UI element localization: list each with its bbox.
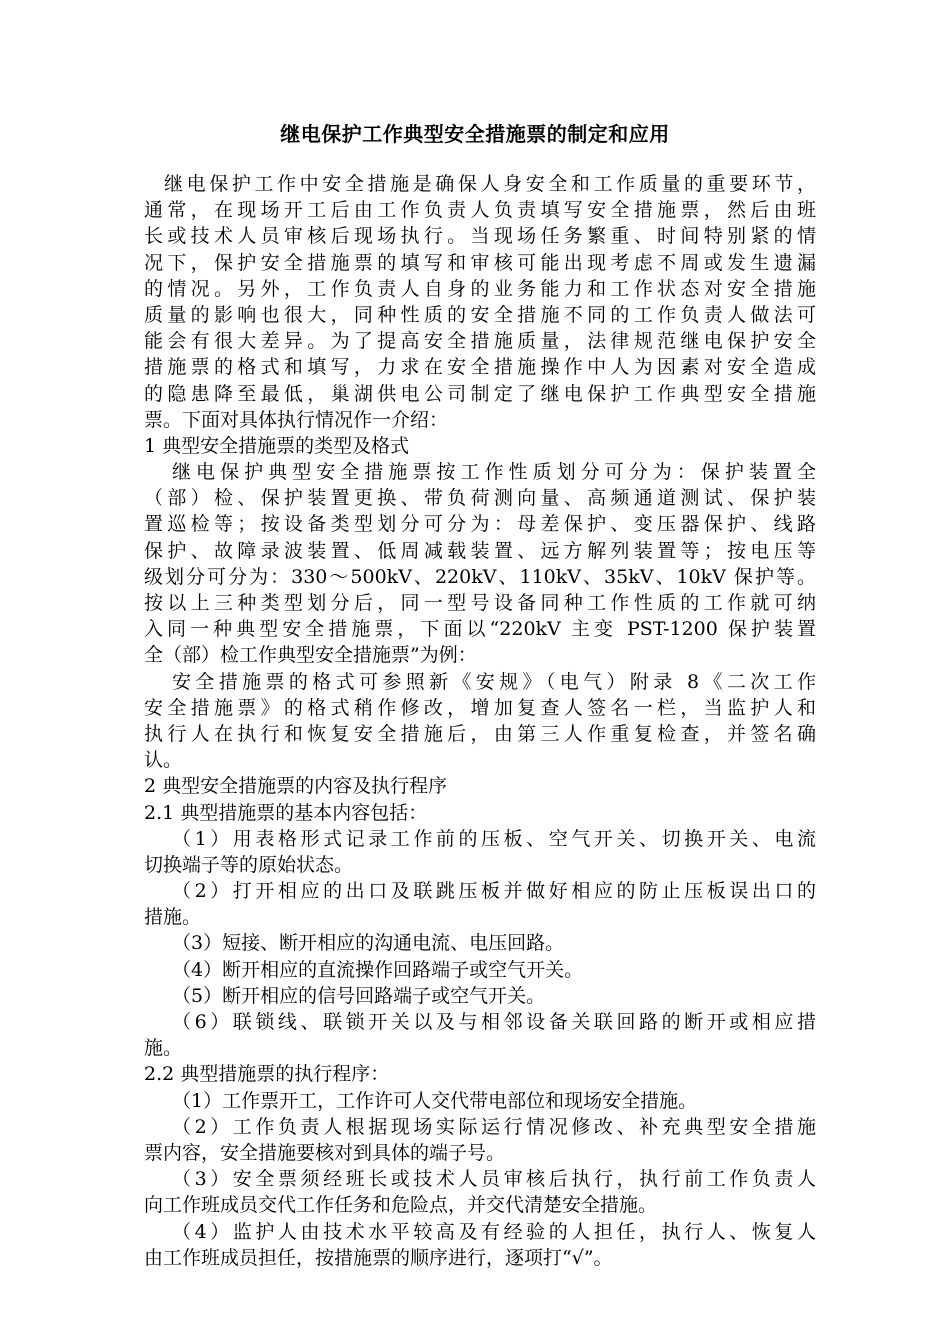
body-line: 切换端子等的原始状态。 — [144, 853, 354, 876]
body-line: （1）工作票开工，工作许可人交代带电部位和现场安全措施。 — [172, 1089, 698, 1112]
body-line: （6）联锁线、联锁开关以及与相邻设备关联回路的断开或相应措 — [172, 1011, 816, 1033]
body-line: 保护、故障录波装置、低周减载装置、远方解列装置等；按电压等 — [144, 539, 816, 562]
body-line: 安全措施票》的格式稍作修改，增加复查人签名一栏，当监护人和 — [144, 696, 816, 719]
body-line: （2）打开相应的出口及联跳压板并做好相应的防止压板误出口的 — [172, 880, 816, 903]
body-line: 票。下面对具体执行情况作一介绍： — [144, 408, 449, 431]
body-line: 施。 — [144, 1037, 183, 1060]
body-line: 能会有很大差异。为了提高安全措施质量，法律规范继电保护安全 — [144, 330, 816, 353]
body-line: 措施票的格式和填写，力求在安全措施操作中人为因素对安全造成 — [144, 356, 816, 379]
body-line: 况下，保护安全措施票的填写和审核可能出现考虑不周或发生遗漏 — [144, 251, 816, 274]
body-line: （4）监护人由技术水平较高及有经验的人担任，执行人、恢复人 — [172, 1220, 816, 1243]
body-line: 级划分可分为：330～500kV、220kV、110kV、35kV、10kV 保护等。 — [144, 565, 816, 588]
body-line: （部）检、保护装置更换、带负荷测向量、高频通道测试、保护装 — [144, 487, 816, 510]
body-line: 2.2 典型措施票的执行程序： — [144, 1063, 390, 1086]
body-line: 按以上三种类型划分后，同一型号设备同种工作性质的工作就可纳 — [144, 592, 816, 614]
body-line: 措施。 — [144, 906, 202, 929]
body-line: 的隐患降至最低，巢湖供电公司制定了继电保护工作典型安全措施 — [144, 382, 816, 405]
body-line: 长或技术人员审核后现场执行。当现场任务繁重、时间特别紧的情 — [144, 225, 816, 248]
body-line: （4）断开相应的直流操作回路端子或空气开关。 — [172, 958, 584, 981]
body-line: 继电保护典型安全措施票按工作性质划分可分为：保护装置全 — [172, 461, 816, 484]
body-line: 质量的影响也很大，同种性质的安全措施不同的工作负责人做法可 — [144, 303, 816, 326]
body-line: 执行人在执行和恢复安全措施后，由第三人作重复检查，并签名确 — [144, 722, 816, 745]
body-line: 票内容，安全措施要核对到具体的端子号。 — [144, 1141, 506, 1164]
body-line: 的情况。另外，工作负责人自身的业务能力和工作状态对安全措施 — [144, 277, 816, 300]
body-line: 向工作班成员交代工作任务和危险点，并交代清楚安全措施。 — [144, 1194, 658, 1217]
document-title: 继电保护工作典型安全措施票的制定和应用 — [280, 122, 670, 146]
body-line: 2 典型安全措施票的内容及执行程序 — [144, 775, 448, 798]
body-line: （3）安全票须经班长或技术人员审核后执行，执行前工作负责人 — [172, 1168, 816, 1191]
body-line: 继电保护工作中安全措施是确保人身安全和工作质量的重要环节， — [164, 173, 816, 195]
body-line: 安全措施票的格式可参照新《安规》（电气）附录 8《二次工作 — [172, 670, 816, 693]
body-line: 认。 — [144, 749, 183, 772]
body-line: 由工作班成员担任，按措施票的顺序进行，逐项打“√”。 — [144, 1246, 613, 1269]
body-line: 2.1 典型措施票的基本内容包括： — [144, 801, 428, 824]
body-line: 1 典型安全措施票的类型及格式 — [144, 434, 410, 457]
body-line: （2）工作负责人根据现场实际运行情况修改、补充典型安全措施 — [172, 1115, 816, 1138]
document-body — [144, 171, 816, 1271]
body-line: （1）用表格形式记录工作前的压板、空气开关、切换开关、电流 — [172, 827, 816, 850]
body-line: 全（部）检工作典型安全措施票”为例： — [144, 644, 477, 667]
body-line: （3）短接、断开相应的沟通电流、电压回路。 — [172, 932, 565, 955]
body-line: 通常，在现场开工后由工作负责人负责填写安全措施票，然后由班 — [144, 199, 816, 222]
body-line: 置巡检等；按设备类型划分可分为：母差保护、变压器保护、线路 — [144, 513, 816, 536]
body-line: （5）断开相应的信号回路端子或空气开关。 — [172, 984, 546, 1007]
body-line: 入同一种典型安全措施票，下面以“220kV 主变 PST-1200 保护装置 — [144, 618, 816, 641]
